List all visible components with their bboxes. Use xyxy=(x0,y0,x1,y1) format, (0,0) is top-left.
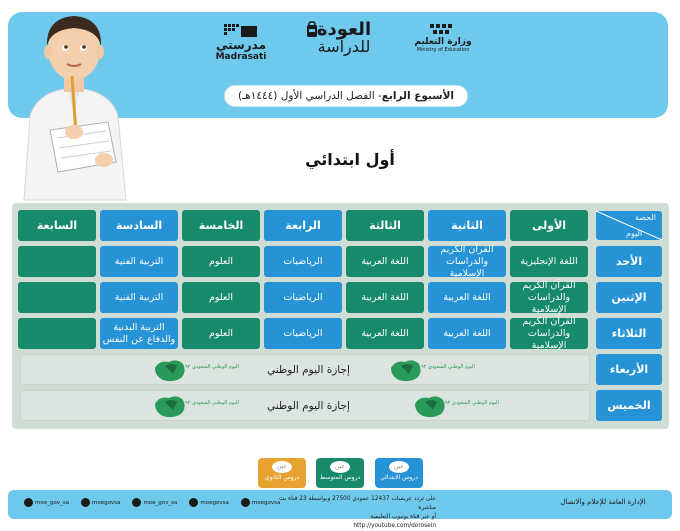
ein-logo: عين xyxy=(330,461,350,473)
subject-cell: القرآن الكريم والدراسات الإسلامية xyxy=(510,318,588,349)
period-header: الرابعة xyxy=(264,210,342,241)
subject-cell: اللغة العربية xyxy=(428,282,506,313)
channel-label: دروس المتوسط xyxy=(319,474,361,481)
ein-secondary-channel xyxy=(258,458,306,488)
day-label: الخميس xyxy=(596,390,662,421)
subject-cell: الرياضيات xyxy=(264,282,342,313)
website-link[interactable]: moegovsa xyxy=(189,498,228,507)
youtube-link[interactable]: moegovsa xyxy=(241,498,280,507)
period-header: السابعة xyxy=(18,210,96,241)
national-day-logo xyxy=(151,356,239,384)
day-label: الأحد xyxy=(596,246,662,277)
subject-cell: العلوم xyxy=(182,282,260,313)
broadcast-line2: أو عبر قناة يوتيوب التعليمية xyxy=(370,514,436,520)
week-label xyxy=(224,85,468,107)
period-header: الأولى xyxy=(510,210,588,241)
facebook-link[interactable]: moegovsa xyxy=(81,498,120,507)
campaign-line1: العودة xyxy=(316,19,372,40)
national-day-logo xyxy=(411,392,499,420)
day-label: الإثنين xyxy=(596,282,662,313)
subject-cell xyxy=(18,318,96,349)
subject-cell: اللغة العربية xyxy=(346,246,424,277)
subject-cell: اللغة العربية xyxy=(428,318,506,349)
subject-cell: التربية البدنية والدفاع عن النفس xyxy=(100,318,178,349)
ein-primary-channel xyxy=(375,458,423,488)
madrasati-name-en: Madrasati xyxy=(215,52,267,62)
subject-cell: التربية الفنية xyxy=(100,282,178,313)
youtube-url[interactable]: http://youtube.com/dorosein xyxy=(353,523,436,529)
holiday-text: إجازة اليوم الوطني xyxy=(267,400,350,412)
holiday-row xyxy=(20,354,590,385)
subject-cell: الرياضيات xyxy=(264,318,342,349)
holiday-row xyxy=(20,390,590,421)
social-links xyxy=(24,498,280,507)
subject-cell: التربية الفنية xyxy=(100,246,178,277)
student-illustration xyxy=(12,4,132,200)
madrasati-name: مدرستي xyxy=(215,38,267,52)
period-header: السادسة xyxy=(100,210,178,241)
campaign-line2: للدراسة xyxy=(317,37,371,56)
subject-cell xyxy=(18,282,96,313)
broadcast-line1: على تردد عربسات 12437 عمودي 27500 وبواسطة 23 قناة بث مباشرة xyxy=(278,496,436,511)
channel-label: دروس الابتدائي xyxy=(380,474,418,481)
grade-level-title: أول ابتدائي xyxy=(305,150,395,169)
national-day-logo-text: اليوم الوطني السعودي ٩٢ xyxy=(185,400,239,406)
holiday-text: إجازة اليوم الوطني xyxy=(267,364,350,376)
national-day-logo-text: اليوم الوطني السعودي ٩٢ xyxy=(185,364,239,370)
week-number: الأسبوع الرابع xyxy=(381,90,455,102)
ein-logo: عين xyxy=(272,461,292,473)
subject-cell: القرآن الكريم والدراسات الإسلامية xyxy=(428,246,506,277)
facebook-icon xyxy=(81,498,90,507)
footer xyxy=(8,490,672,529)
channel-label: دروس الثانوي xyxy=(264,474,300,481)
snapchat-icon xyxy=(132,498,141,507)
subject-cell xyxy=(18,246,96,277)
globe-icon xyxy=(189,498,198,507)
period-header: الثانية xyxy=(428,210,506,241)
subject-cell: اللغة العربية xyxy=(346,318,424,349)
twitter-icon xyxy=(24,498,33,507)
madrasati-logo xyxy=(206,24,276,62)
youtube-icon xyxy=(241,498,250,507)
school-bag-icon xyxy=(306,22,318,38)
period-header: الثالثة xyxy=(346,210,424,241)
corner-day-label: اليوم xyxy=(626,229,643,238)
national-day-logo xyxy=(387,356,475,384)
subject-cell: العلوم xyxy=(182,318,260,349)
corner-period-label: الحصة xyxy=(634,213,656,222)
snapchat-link[interactable]: moe_gov_sa xyxy=(132,498,177,507)
national-day-logo xyxy=(151,392,239,420)
subject-cell: اللغة العربية xyxy=(346,282,424,313)
ein-logo: عين xyxy=(389,461,409,473)
ministry-name: وزارة التعليم xyxy=(414,37,472,47)
department-name: الإدارة العامة للإعلام والاتصال xyxy=(560,498,646,506)
day-label: الأربعاء xyxy=(596,354,662,385)
ein-intermediate-channel xyxy=(316,458,364,488)
national-day-logo-text: اليوم الوطني السعودي ٩٢ xyxy=(445,400,499,406)
subject-cell: العلوم xyxy=(182,246,260,277)
table-corner-header xyxy=(596,211,662,240)
ministry-logo xyxy=(408,22,478,53)
broadcast-info xyxy=(266,495,436,531)
subject-cell: اللغة الإنجليزية xyxy=(510,246,588,277)
ministry-name-en: Ministry of Education xyxy=(416,47,470,53)
semester-label: - الفصل الدراسي الأول (١٤٤٤هـ) xyxy=(238,90,382,102)
day-label: الثلاثاء xyxy=(596,318,662,349)
national-day-logo-text: اليوم الوطني السعودي ٩٢ xyxy=(421,364,475,370)
period-header: الخامسة xyxy=(182,210,260,241)
subject-cell: القرآن الكريم والدراسات الإسلامية xyxy=(510,282,588,313)
subject-cell: الرياضيات xyxy=(264,246,342,277)
twitter-link[interactable]: moe_gov_sa xyxy=(24,498,69,507)
